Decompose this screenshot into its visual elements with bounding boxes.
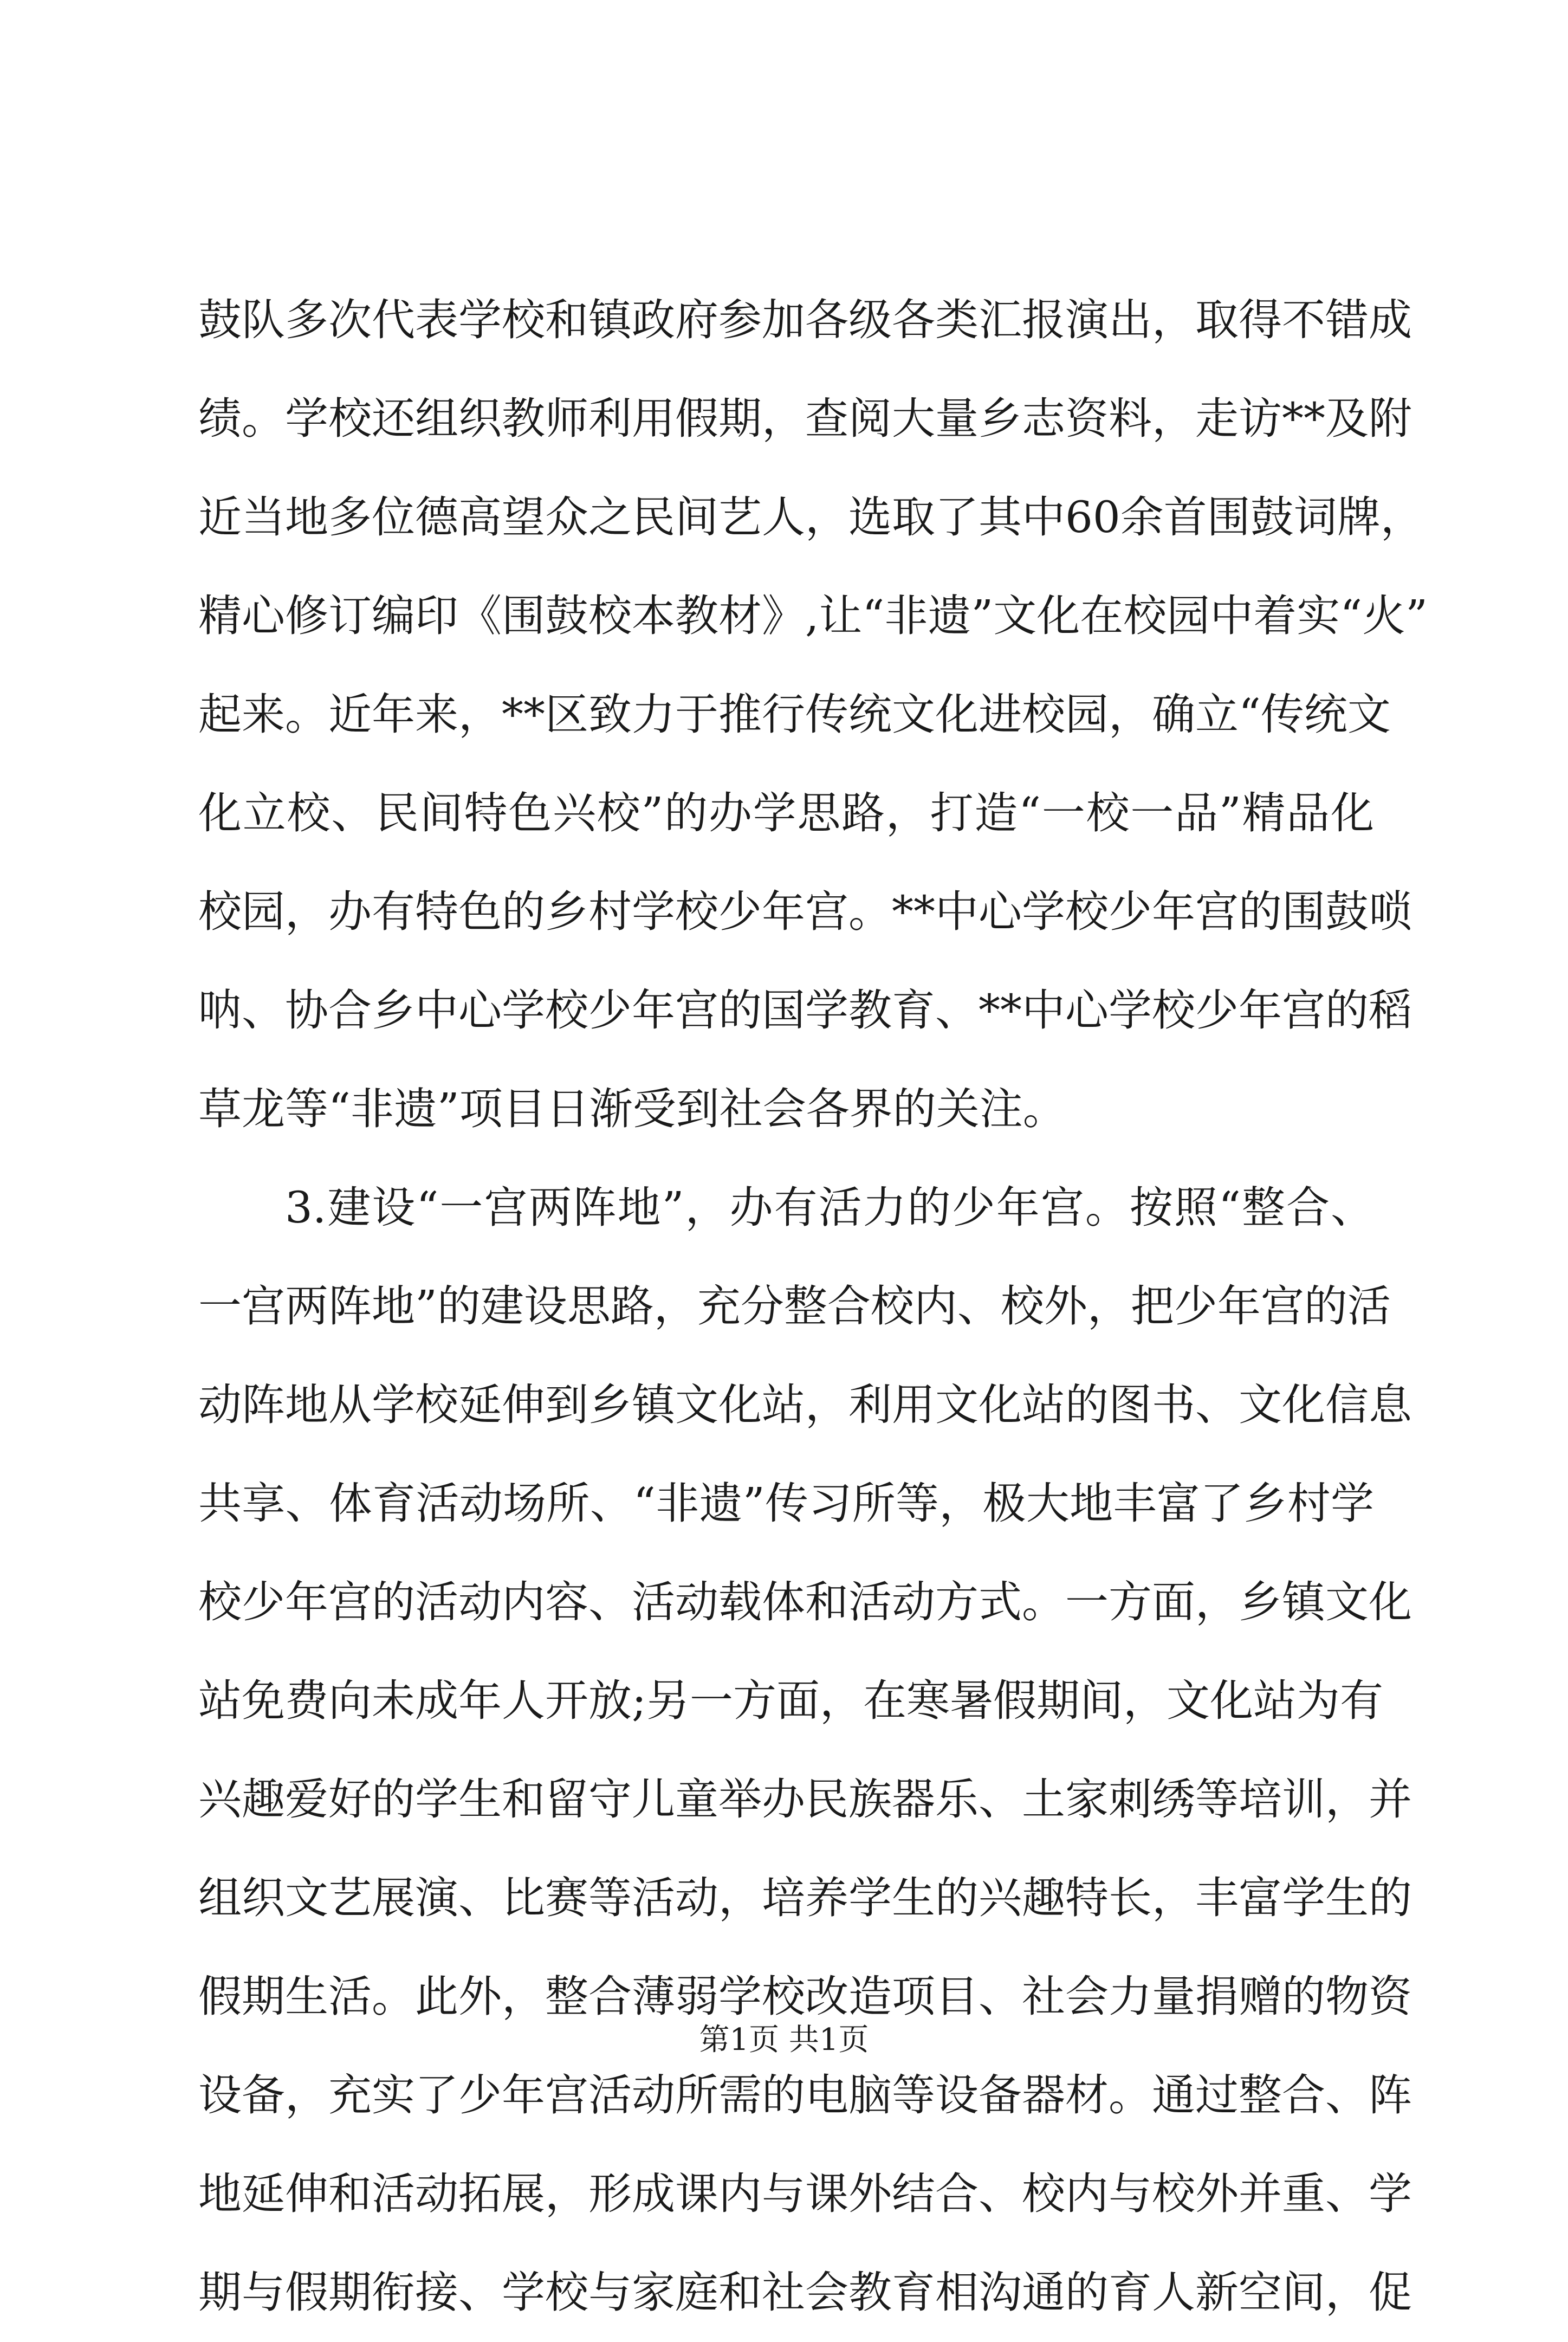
paragraph-end-line: 草龙等“非遗”项目日渐受到社会各界的关注。 [198,1084,1066,1134]
text-line: 鼓队多次代表学校和镇政府参加各级各类汇报演出，取得不错成 [198,295,1412,345]
text-line: 地延伸和活动拓展，形成课内与课外结合、校内与校外并重、学 [198,2169,1412,2219]
text-line: 站免费向未成年人开放;另一方面，在寒暑假期间，文化站为有 [198,1675,1383,1726]
paragraph-start-line: 3.建设“一宫两阵地”，办有活力的少年宫。按照“整合、 [285,1182,1374,1233]
text-line: 校少年宫的活动内容、活动载体和活动方式。一方面，乡镇文化 [198,1577,1412,1627]
text-line: 期与假期衔接、学校与家庭和社会教育相沟通的育人新空间，促 [198,2267,1412,2318]
text-line: 一宫两阵地”的建设思路，充分整合校内、校外，把少年宫的活 [198,1281,1391,1331]
text-line: 精心修订编印《围鼓校本教材》,让“非遗”文化在校园中着实“火” [198,591,1428,641]
page-number: 第1页 共1页 [699,2022,869,2058]
text-line: 兴趣爱好的学生和留守儿童举办民族器乐、土家刺绣等培训，并 [198,1774,1412,1825]
text-line: 设备，充实了少年宫活动所需的电脑等设备器材。通过整合、阵 [198,2070,1412,2120]
page-footer [0,2018,1568,2062]
text-line: 共享、体育活动场所、“非遗”传习所等，极大地丰富了乡村学 [198,1478,1374,1529]
text-line: 假期生活。此外，整合薄弱学校改造项目、社会力量捐赠的物资 [198,1971,1412,2022]
text-line: 绩。学校还组织教师利用假期，查阅大量乡志资料，走访**及附 [198,393,1412,444]
text-line: 化立校、民间特色兴校”的办学思路，打造“一校一品”精品化 [198,788,1374,838]
text-line: 呐、协合乡中心学校少年宫的国学教育、**中心学校少年宫的稻 [198,985,1412,1036]
text-line: 校园，办有特色的乡村学校少年宫。**中心学校少年宫的围鼓唢 [198,887,1412,937]
text-line: 起来。近年来，**区致力于推行传统文化进校园，确立“传统文 [198,689,1391,740]
text-line: 动阵地从学校延伸到乡镇文化站，利用文化站的图书、文化信息 [198,1380,1412,1430]
text-line: 组织文艺展演、比赛等活动，培养学生的兴趣特长，丰富学生的 [198,1873,1412,1923]
text-line: 近当地多位德高望众之民间艺人，选取了其中60余首围鼓词牌， [198,492,1424,542]
